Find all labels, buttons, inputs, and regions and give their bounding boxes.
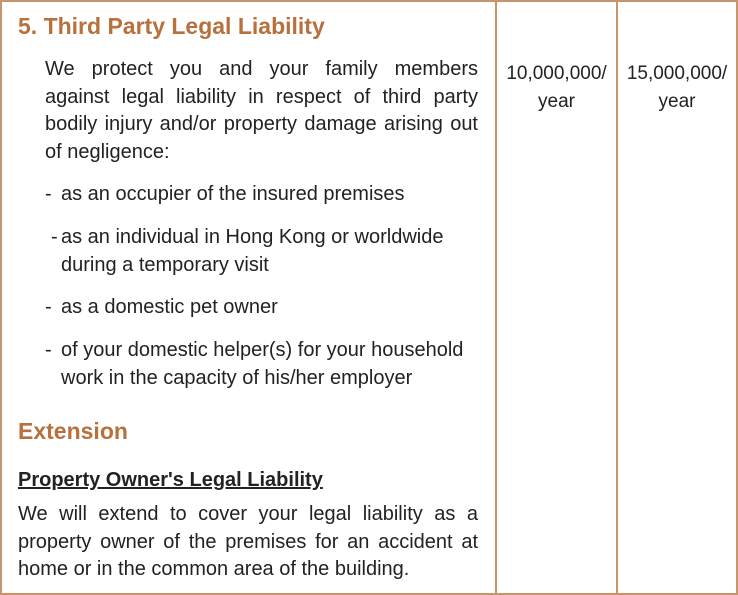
table-border-top (0, 0, 738, 2)
extension-text: We will extend to cover your legal liability as a property owner of the premises for an accident at home or in the common area of the building. (18, 503, 478, 580)
limit-amount: 10,000,000/ (506, 63, 607, 84)
bullet-dash: - (45, 183, 52, 205)
table-border-left (0, 0, 2, 595)
bullet-dash: - (45, 296, 52, 318)
list-item (45, 181, 485, 209)
section-intro: We protect you and your family members against legal liability in respect of third party bodily injury and/or property damage arising out of negligence: (45, 58, 478, 163)
bullet-text: as a domestic pet owner (61, 296, 278, 318)
bullet-text: as an individual in Hong Kong or worldwide during a temporary visit (61, 226, 444, 276)
list-item (45, 294, 485, 322)
bullet-text: as an occupier of the insured premises (61, 183, 405, 205)
list-item (45, 224, 485, 279)
limit-plan-1 (497, 60, 616, 115)
extension-title: Extension (18, 418, 128, 444)
limit-amount: 15,000,000/ (626, 63, 728, 84)
section-title: 5. Third Party Legal Liability (18, 13, 325, 39)
bullet-text: of your domestic helper(s) for your household work in the capacity of his/her employer (61, 339, 464, 389)
extension-subtitle: Property Owner's Legal Liability (18, 469, 323, 491)
bullet-dash: - (51, 226, 58, 248)
limit-period: year (538, 90, 575, 112)
bullet-dash: - (45, 339, 52, 361)
limit-period: year (658, 90, 696, 112)
limit-plan-2 (618, 60, 736, 115)
list-item (45, 337, 485, 392)
